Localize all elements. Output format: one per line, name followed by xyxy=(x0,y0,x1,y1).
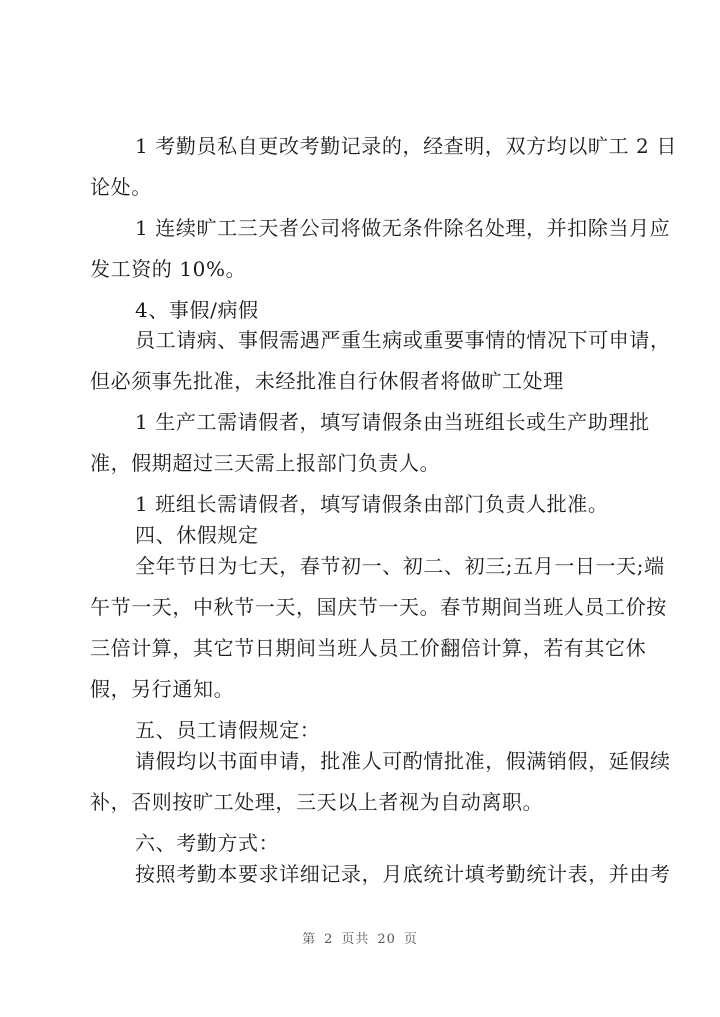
text-line-18: 补，否则按旷工处理，三天以上者视为自动离职。 xyxy=(90,790,544,814)
footer-suffix: 页 xyxy=(403,932,418,947)
page-footer xyxy=(0,928,720,947)
text-line-12: 全年节日为七天，春节初一、初二、初三;五月一日一天;端 xyxy=(135,554,665,578)
footer-mid: 页共 xyxy=(341,932,370,947)
text-line-1: 1 考勤员私自更改考勤记录的，经查明，双方均以旷工 2 日 xyxy=(135,134,677,158)
footer-prefix: 第 xyxy=(302,932,317,947)
text-line-15: 假，另行通知。 xyxy=(90,677,235,701)
text-line-10: 1 班组长需请假者，填写请假条由部门负责人批准。 xyxy=(135,492,609,516)
text-line-3: 1 连续旷工三天者公司将做无条件除名处理，并扣除当月应 xyxy=(135,216,671,240)
section-heading-holiday: 四、休假规定 xyxy=(135,523,259,547)
text-line-2: 论处。 xyxy=(90,175,152,199)
text-line-14: 三倍计算，其它节日期间当班人员工价翻倍计算，若有其它休 xyxy=(90,636,647,660)
footer-page-number: 2 xyxy=(324,932,334,947)
section-heading-sick-leave: 4、事假/病假 xyxy=(135,298,259,322)
text-line-17: 请假均以书面申请，批准人可酌情批准，假满销假，延假续 xyxy=(135,749,671,773)
text-line-9: 准，假期超过三天需上报部门负责人。 xyxy=(90,451,441,475)
section-heading-leave-rules: 五、员工请假规定： xyxy=(135,718,321,742)
text-line-6: 员工请病、事假需遇严重生病或重要事情的情况下可申请， xyxy=(135,328,671,352)
text-line-7: 但必须事先批准，未经批准自行休假者将做旷工处理 xyxy=(90,369,564,393)
text-line-20: 按照考勤本要求详细记录，月底统计填考勤统计表，并由考 xyxy=(135,862,671,886)
footer-total-pages: 20 xyxy=(377,932,396,947)
text-line-8: 1 生产工需请假者，填写请假条由当班组长或生产助理批 xyxy=(135,410,650,434)
text-line-4: 发工资的 10%。 xyxy=(90,257,247,281)
section-heading-attendance-method: 六、考勤方式： xyxy=(135,831,280,855)
text-line-13: 午节一天，中秋节一天，国庆节一天。春节期间当班人员工价按 xyxy=(90,595,667,619)
